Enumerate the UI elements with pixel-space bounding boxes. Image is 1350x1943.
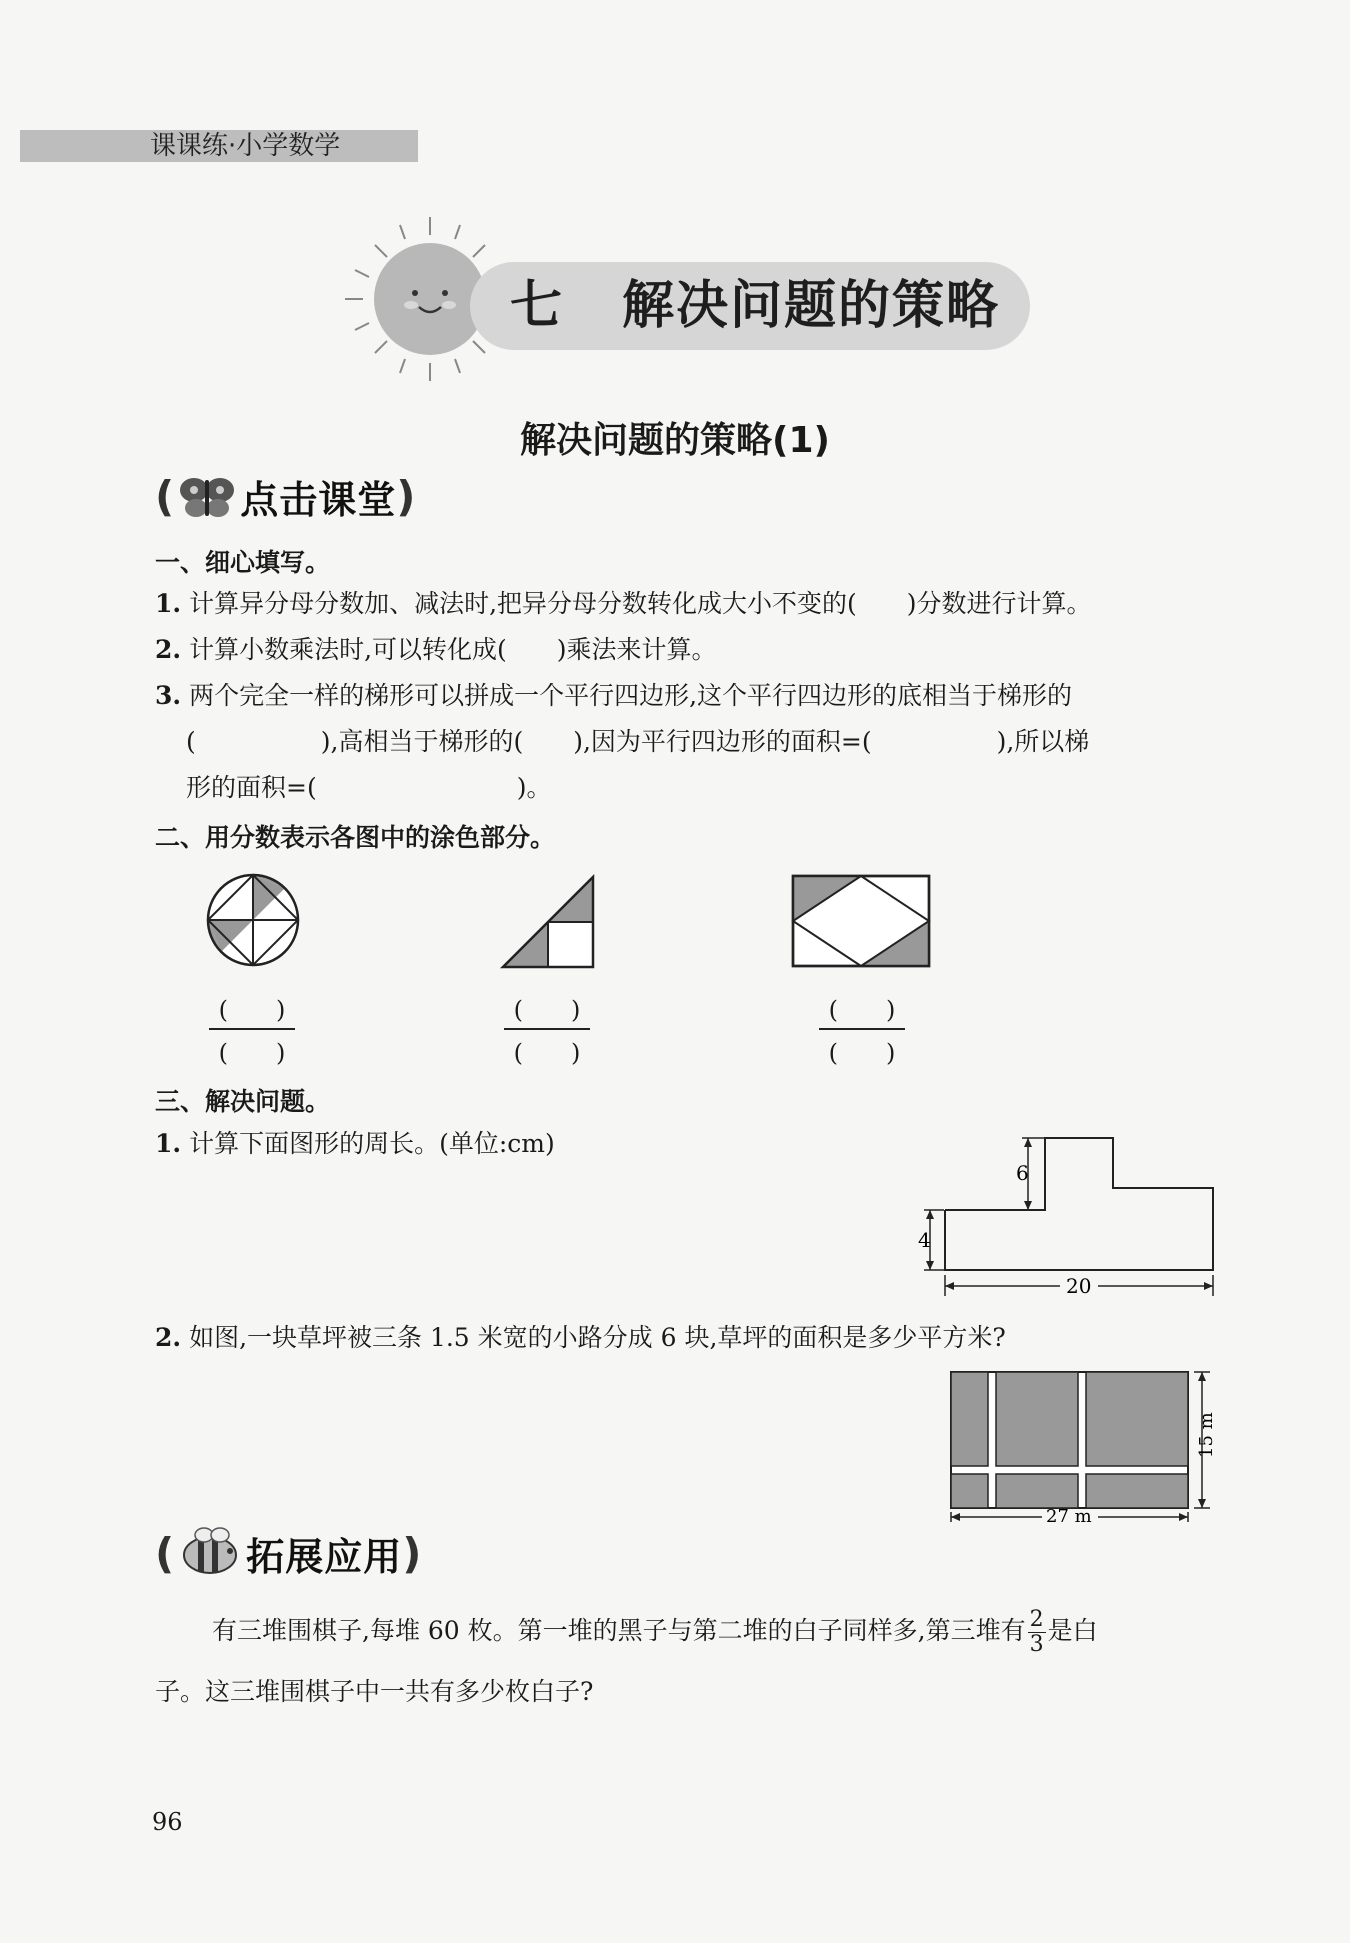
q-text: 计算异分母分数加、减法时,把异分母分数转化成大小不变的( )分数进行计算。: [189, 589, 1092, 618]
problem-1: [155, 1122, 555, 1166]
problem-text: 有三堆围棋子,每堆 60 枚。第一堆的黑子与第二堆的白子同样多,第三堆有: [212, 1616, 1026, 1645]
fraction-numerator: 2: [1029, 1607, 1044, 1632]
section-badge-label: 点击课堂: [240, 477, 397, 522]
fraction-two-thirds: [1028, 1608, 1046, 1657]
badge-bracket-right: ): [402, 1528, 422, 1578]
q-text: 计算小数乘法时,可以转化成( )乘法来计算。: [189, 635, 717, 664]
dim-label-20: 20: [1066, 1274, 1092, 1298]
badge-bracket-left: (: [155, 471, 175, 521]
lawn-figure: [940, 1362, 1220, 1527]
question-3: [155, 674, 1072, 718]
q-number: 2.: [155, 635, 182, 664]
lawn-width-label: 27 m: [1046, 1506, 1092, 1527]
section-badge-label: 拓展应用: [246, 1534, 403, 1579]
triangle-figure: [500, 874, 600, 970]
dim-label-4: 4: [918, 1228, 931, 1252]
fraction-line: [819, 1028, 905, 1030]
fraction-answer-b[interactable]: [502, 990, 592, 1068]
fraction-denominator: 3: [1029, 1632, 1044, 1657]
butterfly-icon: [174, 468, 240, 524]
denominator-blank[interactable]: ( ): [218, 1039, 286, 1067]
q-number: 1.: [155, 1129, 182, 1158]
perimeter-figure: [920, 1130, 1220, 1300]
denominator-blank[interactable]: ( ): [513, 1039, 581, 1067]
numerator-blank[interactable]: ( ): [218, 996, 286, 1024]
bee-icon: [174, 1525, 246, 1581]
lesson-title: 解决问题的策略(1): [520, 420, 830, 461]
q-number: 2.: [155, 1323, 182, 1352]
problem-text-end: 是白: [1047, 1616, 1098, 1645]
lawn-height-label: 15 m: [1196, 1412, 1217, 1458]
part3-heading: 三、解决问题。: [155, 1087, 331, 1116]
extension-problem-line1: [212, 1608, 1098, 1657]
badge-bracket-left: (: [155, 1528, 175, 1578]
question-3-line3: 形的面积=( )。: [186, 773, 552, 802]
numerator-blank[interactable]: ( ): [828, 996, 896, 1024]
numerator-blank[interactable]: ( ): [513, 996, 581, 1024]
chapter-number: 七: [510, 276, 563, 336]
circle-figure: [205, 872, 301, 968]
denominator-blank[interactable]: ( ): [828, 1039, 896, 1067]
question-1: [155, 582, 1092, 626]
q-text: 如图,一块草坪被三条 1.5 米宽的小路分成 6 块,草坪的面积是多少平方米?: [189, 1323, 1006, 1352]
part2-heading: 二、用分数表示各图中的涂色部分。: [155, 823, 556, 852]
fraction-line: [504, 1028, 590, 1030]
question-3-line2: ( ),高相当于梯形的( ),因为平行四边形的面积=( ),所以梯: [186, 727, 1090, 756]
q-text: 两个完全一样的梯形可以拼成一个平行四边形,这个平行四边形的底相当于梯形的: [189, 681, 1073, 710]
section-badge-classroom: [155, 468, 415, 524]
extension-problem-line2: 子。这三堆围棋子中一共有多少枚白子?: [155, 1677, 594, 1706]
chapter-title: 解决问题的策略: [622, 276, 1001, 336]
part1-heading: 一、细心填写。: [155, 548, 331, 577]
problem-2: [155, 1316, 1006, 1360]
dim-label-6: 6: [1016, 1161, 1029, 1185]
q-number: 3.: [155, 681, 182, 710]
fraction-answer-c[interactable]: [817, 990, 907, 1068]
question-2: [155, 628, 717, 672]
fraction-line: [209, 1028, 295, 1030]
sun-icon: [335, 215, 485, 385]
fraction-answer-a[interactable]: [207, 990, 297, 1068]
section-badge-extension: [155, 1525, 421, 1581]
q-number: 1.: [155, 589, 182, 618]
page-number: 96: [152, 1808, 183, 1836]
header-text: 课课练·小学数学: [150, 131, 341, 161]
rectangle-rhombus-figure: [791, 874, 933, 970]
badge-bracket-right: ): [396, 471, 416, 521]
q-text: 计算下面图形的周长。(单位:cm): [189, 1129, 555, 1158]
